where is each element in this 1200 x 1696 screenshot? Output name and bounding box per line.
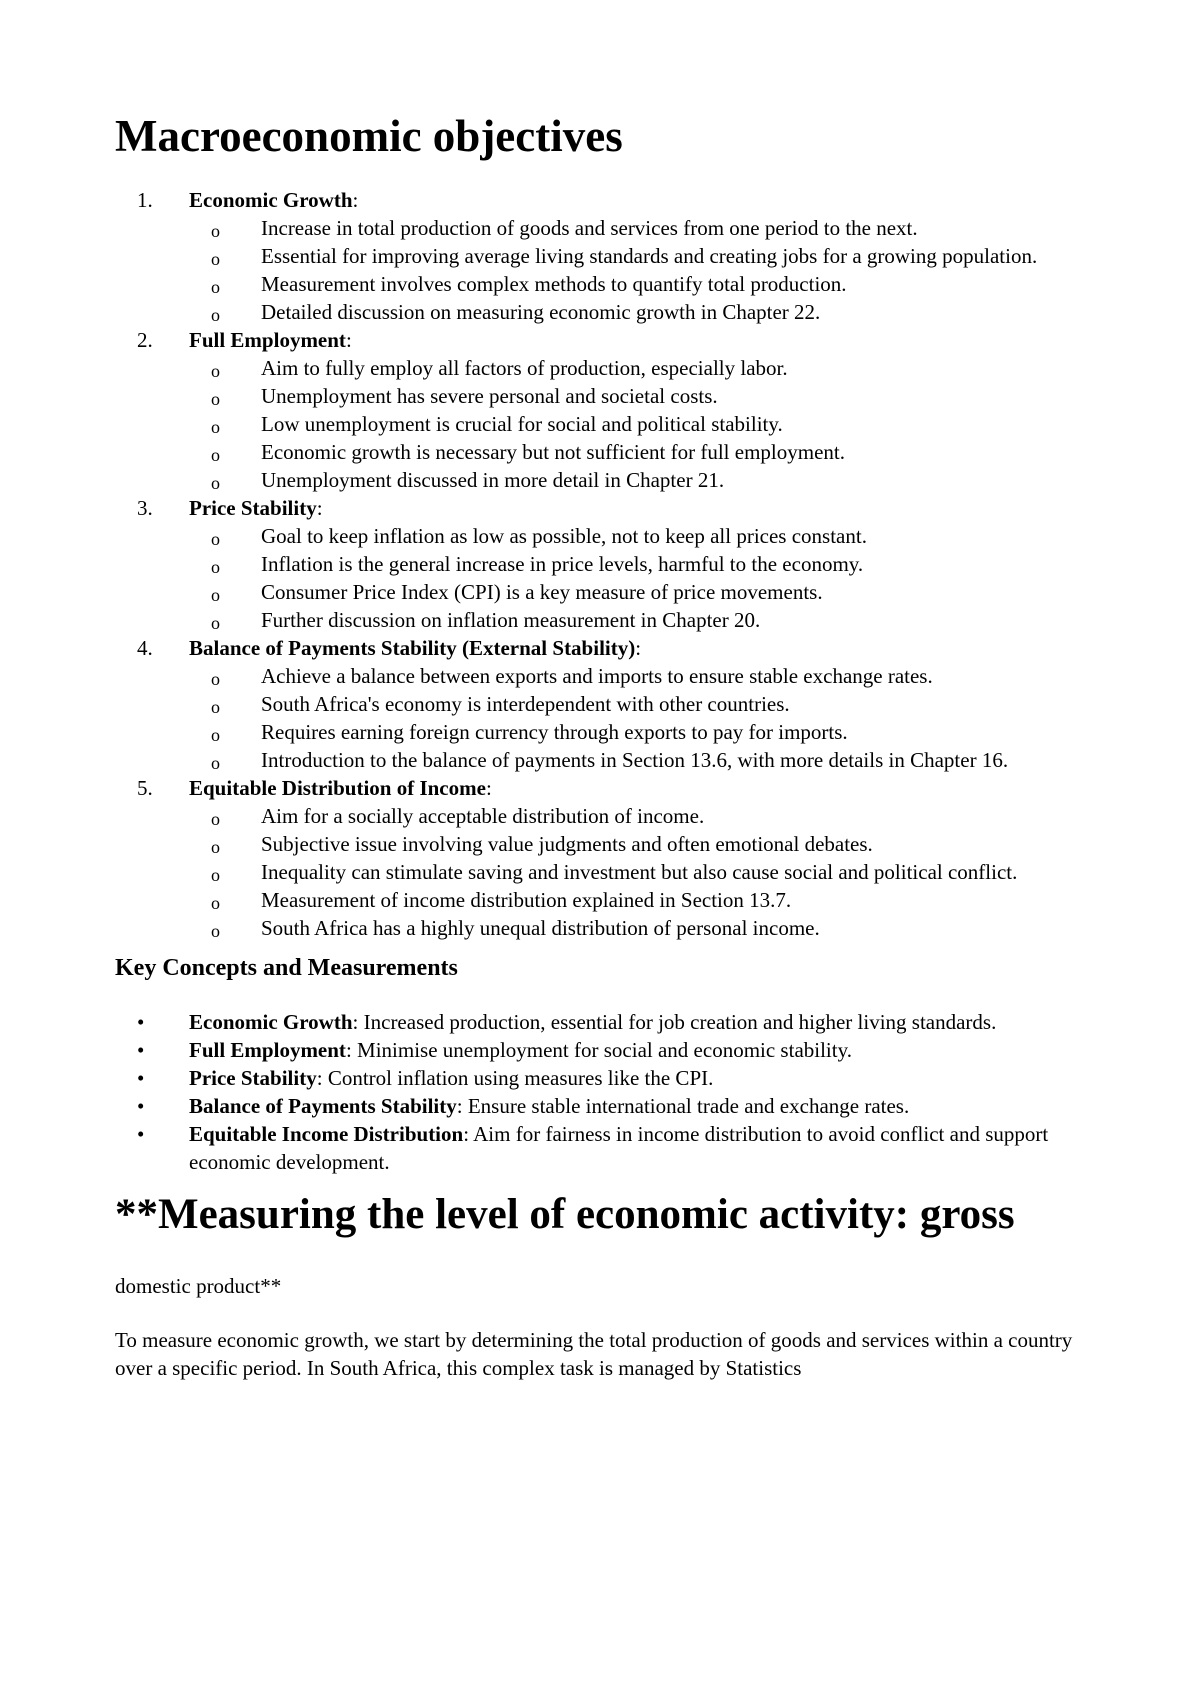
bullet-icon: • <box>137 1010 145 1034</box>
objective-colon: : <box>316 496 323 520</box>
circle-bullet-icon: o <box>211 725 220 745</box>
objective-point-text: Requires earning foreign currency through exports to pay for imports. <box>261 720 848 744</box>
objective-colon: : <box>345 328 352 352</box>
concept-description: Ensure stable international trade and exchange rates. <box>467 1094 910 1118</box>
objective-point <box>189 522 1100 550</box>
objective-point-text: Low unemployment is crucial for social and political stability. <box>261 412 783 436</box>
concept-colon: : <box>316 1066 323 1090</box>
objective-point <box>189 382 1100 410</box>
objective-heading: Full Employment <box>189 328 346 352</box>
objective-point <box>189 746 1100 774</box>
concept-colon: : <box>352 1010 359 1034</box>
objective-point-text: Inequality can stimulate saving and investment but also cause social and political conflict. <box>261 860 1018 884</box>
objective-point <box>189 410 1100 438</box>
concept-description: Minimise unemployment for social and economic stability. <box>357 1038 852 1062</box>
key-concepts-list <box>115 1008 1100 1176</box>
objective-colon: : <box>635 636 642 660</box>
objective-heading: Price Stability <box>189 496 317 520</box>
circle-bullet-icon: o <box>211 557 220 577</box>
objective-number: 1. <box>137 188 153 212</box>
objective-point <box>189 830 1100 858</box>
objective-points <box>189 214 1100 326</box>
key-concepts-heading: Key Concepts and Measurements <box>115 955 458 981</box>
objective-point <box>189 354 1100 382</box>
objective-heading: Economic Growth <box>189 188 353 212</box>
objective-number: 5. <box>137 776 153 800</box>
objectives-list <box>115 186 1100 942</box>
concept-term: Balance of Payments Stability <box>189 1094 457 1118</box>
concept-description: Control inflation using measures like the CPI. <box>327 1066 714 1090</box>
objective-point-text: South Africa's economy is interdependent with other countries. <box>261 692 790 716</box>
circle-bullet-icon: o <box>211 417 220 437</box>
circle-bullet-icon: o <box>211 669 220 689</box>
circle-bullet-icon: o <box>211 865 220 885</box>
objective-point <box>189 886 1100 914</box>
objective-point <box>189 438 1100 466</box>
objective-point <box>189 802 1100 830</box>
objective-heading: Balance of Payments Stability (External Stability) <box>189 636 636 660</box>
concept-description: Increased production, essential for job creation and higher living standards. <box>363 1010 997 1034</box>
objective-item <box>115 186 1100 326</box>
circle-bullet-icon: o <box>211 473 220 493</box>
objective-item <box>115 326 1100 494</box>
objective-point <box>189 606 1100 634</box>
concept-colon: : <box>463 1122 470 1146</box>
section-heading: **Measuring the level of economic activity: gross <box>115 1191 1015 1238</box>
objective-points <box>189 354 1100 494</box>
objective-point <box>189 270 1100 298</box>
objective-point-text: Further discussion on inflation measurement in Chapter 20. <box>261 608 761 632</box>
concept-item <box>115 1036 1100 1064</box>
circle-bullet-icon: o <box>211 361 220 381</box>
objective-point-text: Goal to keep inflation as low as possible, not to keep all prices constant. <box>261 524 867 548</box>
objective-point <box>189 298 1100 326</box>
objective-point-text: Aim to fully employ all factors of production, especially labor. <box>261 356 788 380</box>
circle-bullet-icon: o <box>211 753 220 773</box>
circle-bullet-icon: o <box>211 529 220 549</box>
concept-item <box>115 1120 1100 1176</box>
objective-item <box>115 494 1100 634</box>
concept-colon: : <box>345 1038 352 1062</box>
circle-bullet-icon: o <box>211 445 220 465</box>
objective-item <box>115 774 1100 942</box>
circle-bullet-icon: o <box>211 389 220 409</box>
bullet-icon: • <box>137 1094 145 1118</box>
objective-point-text: Economic growth is necessary but not sufficient for full employment. <box>261 440 845 464</box>
objective-point <box>189 242 1100 270</box>
body-paragraph: To measure economic growth, we start by determining the total production of goods and services within a country over a specific period. In South Africa, this complex task is managed by Statistics <box>115 1328 1073 1380</box>
concept-term: Economic Growth <box>189 1010 353 1034</box>
objective-point-text: South Africa has a highly unequal distribution of personal income. <box>261 916 820 940</box>
circle-bullet-icon: o <box>211 221 220 241</box>
objective-point-text: Measurement of income distribution explained in Section 13.7. <box>261 888 792 912</box>
objective-point-text: Subjective issue involving value judgments and often emotional debates. <box>261 832 873 856</box>
objective-point-text: Consumer Price Index (CPI) is a key measure of price movements. <box>261 580 823 604</box>
objective-point <box>189 914 1100 942</box>
objective-point <box>189 662 1100 690</box>
concept-item <box>115 1008 1100 1036</box>
concept-item <box>115 1092 1100 1120</box>
objective-point-text: Introduction to the balance of payments in Section 13.6, with more details in Chapter 16. <box>261 748 1009 772</box>
objective-point-text: Unemployment has severe personal and societal costs. <box>261 384 718 408</box>
objective-item <box>115 634 1100 774</box>
circle-bullet-icon: o <box>211 305 220 325</box>
circle-bullet-icon: o <box>211 921 220 941</box>
objective-points <box>189 522 1100 634</box>
objective-colon: : <box>352 188 359 212</box>
objective-point <box>189 214 1100 242</box>
circle-bullet-icon: o <box>211 893 220 913</box>
objective-point-text: Detailed discussion on measuring economic growth in Chapter 22. <box>261 300 821 324</box>
circle-bullet-icon: o <box>211 809 220 829</box>
section-heading-continuation: domestic product** <box>115 1274 282 1298</box>
objective-point-text: Inflation is the general increase in price levels, harmful to the economy. <box>261 552 864 576</box>
objective-point-text: Measurement involves complex methods to quantify total production. <box>261 272 847 296</box>
objective-point <box>189 578 1100 606</box>
circle-bullet-icon: o <box>211 697 220 717</box>
circle-bullet-icon: o <box>211 837 220 857</box>
concept-term: Full Employment <box>189 1038 346 1062</box>
circle-bullet-icon: o <box>211 585 220 605</box>
objective-point-text: Aim for a socially acceptable distribution of income. <box>261 804 705 828</box>
concept-item <box>115 1064 1100 1092</box>
objective-number: 2. <box>137 328 153 352</box>
objective-point-text: Unemployment discussed in more detail in Chapter 21. <box>261 468 725 492</box>
concept-term: Price Stability <box>189 1066 317 1090</box>
objective-point <box>189 718 1100 746</box>
bullet-icon: • <box>137 1122 145 1146</box>
bullet-icon: • <box>137 1066 145 1090</box>
circle-bullet-icon: o <box>211 613 220 633</box>
objective-heading: Equitable Distribution of Income <box>189 776 486 800</box>
objective-point-text: Essential for improving average living standards and creating jobs for a growing population. <box>261 244 1038 268</box>
bullet-icon: • <box>137 1038 145 1062</box>
objective-colon: : <box>485 776 492 800</box>
objective-point <box>189 466 1100 494</box>
circle-bullet-icon: o <box>211 249 220 269</box>
objective-point-text: Increase in total production of goods and services from one period to the next. <box>261 216 918 240</box>
objective-number: 3. <box>137 496 153 520</box>
objective-point <box>189 690 1100 718</box>
circle-bullet-icon: o <box>211 277 220 297</box>
concept-term: Equitable Income Distribution <box>189 1122 464 1146</box>
objective-point-text: Achieve a balance between exports and imports to ensure stable exchange rates. <box>261 664 933 688</box>
objective-point <box>189 550 1100 578</box>
concept-colon: : <box>456 1094 463 1118</box>
concept-description: Aim for fairness in income distribution to avoid conflict and support economic development. <box>189 1122 1049 1174</box>
objective-points <box>189 662 1100 774</box>
objective-point <box>189 858 1100 886</box>
objective-number: 4. <box>137 636 153 660</box>
objective-points <box>189 802 1100 942</box>
page-title: Macroeconomic objectives <box>115 111 623 161</box>
